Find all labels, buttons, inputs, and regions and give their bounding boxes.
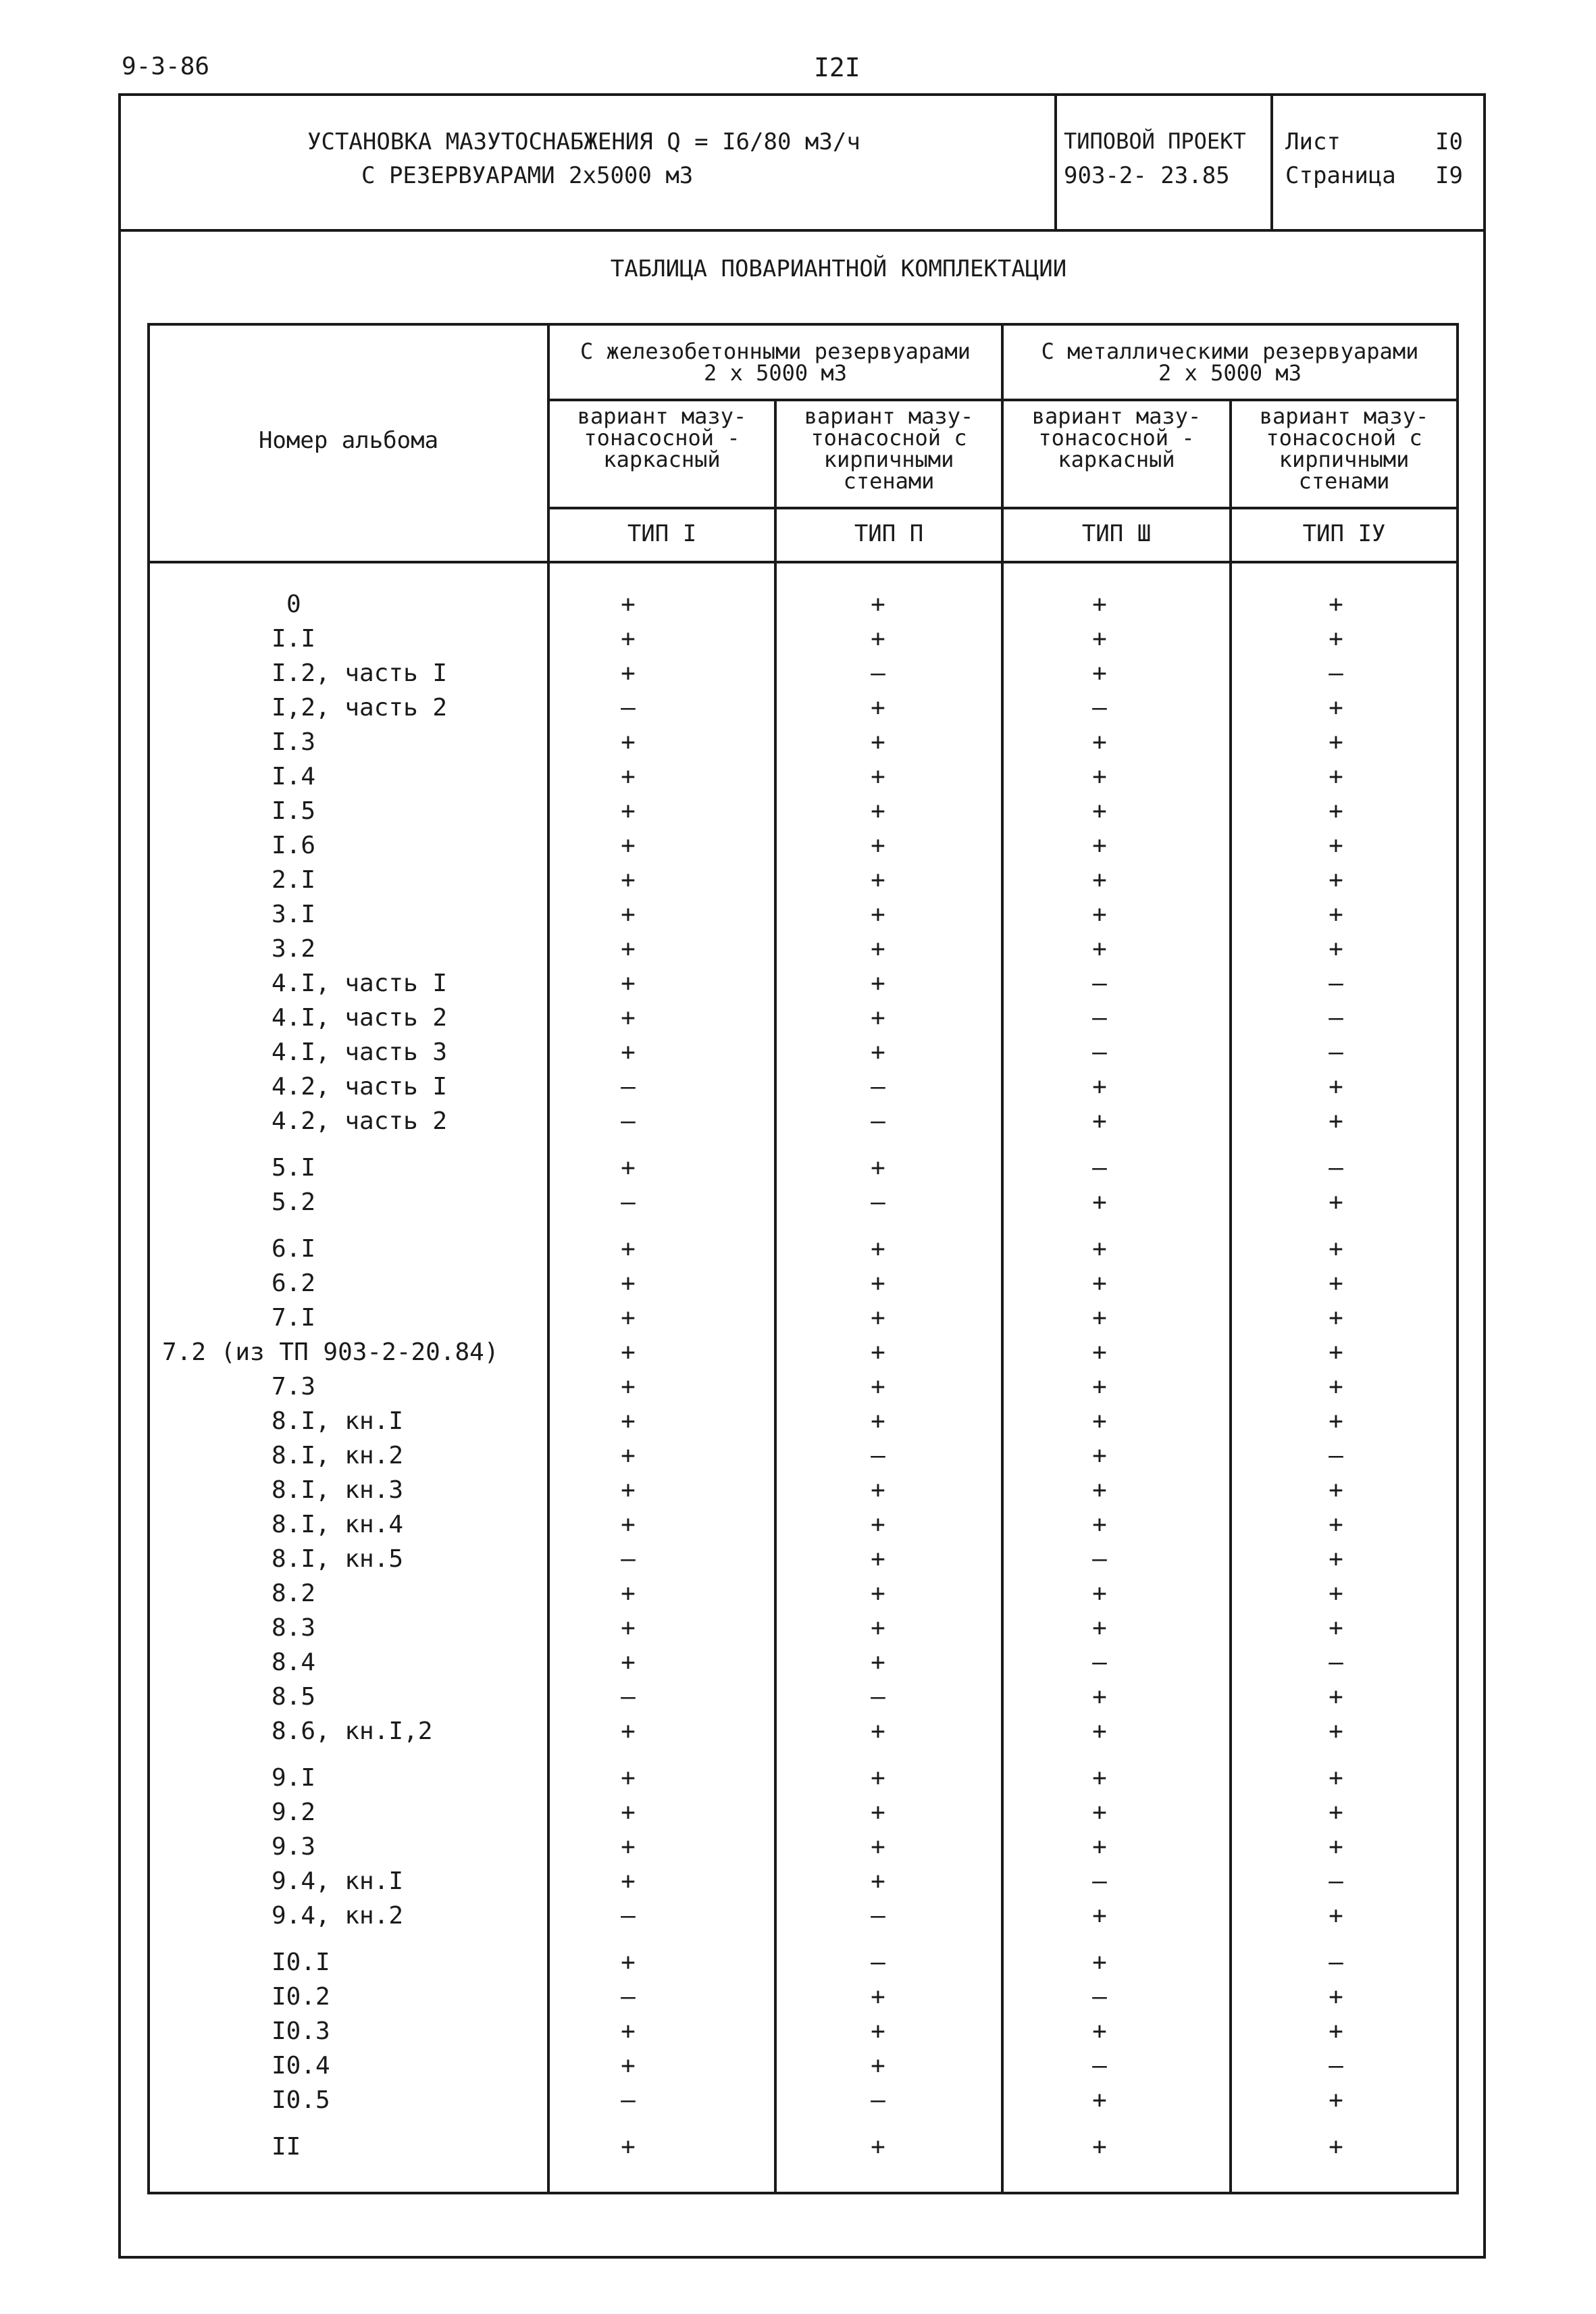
- table-heading: ТАБЛИЦА ПОВАРИАНТНОЙ КОМПЛЕКТАЦИИ: [610, 255, 1067, 282]
- variant-mark-type-2: +: [871, 901, 885, 928]
- variant-mark-type-4: +: [1329, 1683, 1343, 1711]
- variant-mark-type-1: –: [621, 694, 636, 722]
- album-number-cell: 8.I, кн.4: [272, 1511, 404, 1538]
- album-number-cell: 5.I: [272, 1154, 316, 1182]
- variant-mark-type-2: +: [871, 1799, 885, 1826]
- variant-mark-type-4: +: [1329, 1476, 1343, 1504]
- variant-mark-type-3: +: [1092, 1902, 1107, 1930]
- sheet-value: I0: [1435, 128, 1463, 155]
- variant-mark-type-2: –: [871, 1107, 885, 1135]
- variant-mark-type-2: +: [871, 590, 885, 618]
- variant-mark-type-1: +: [621, 832, 636, 859]
- variant-mark-type-1: +: [621, 1649, 636, 1676]
- header-line-variants: [547, 507, 1456, 509]
- variant-header-4: [1232, 405, 1456, 492]
- variant-mark-type-3: +: [1092, 1407, 1107, 1435]
- variant3-line3: каркасный: [1058, 447, 1175, 472]
- variant-mark-type-4: +: [1329, 1902, 1343, 1930]
- variant-mark-type-2: +: [871, 1154, 885, 1182]
- variant-mark-type-1: +: [621, 1867, 636, 1895]
- variant-mark-type-2: +: [871, 970, 885, 997]
- variant-mark-type-1: +: [621, 1304, 636, 1332]
- variant-mark-type-3: –: [1092, 1038, 1107, 1066]
- page-value: I9: [1435, 162, 1463, 189]
- variant-mark-type-4: +: [1329, 1107, 1343, 1135]
- variant-mark-type-2: +: [871, 1649, 885, 1676]
- variant-mark-type-3: –: [1092, 694, 1107, 722]
- album-number-cell: 0: [286, 590, 301, 618]
- variant-mark-type-2: +: [871, 1764, 885, 1792]
- variant-mark-type-3: +: [1092, 797, 1107, 825]
- album-number-cell: I.5: [272, 797, 316, 825]
- variant-mark-type-4: +: [1329, 901, 1343, 928]
- album-number-cell: 7.I: [272, 1304, 316, 1332]
- album-number-cell: 4.2, часть I: [272, 1073, 448, 1101]
- album-number-cell: I.2, часть I: [272, 659, 448, 687]
- variant-mark-type-3: +: [1092, 1338, 1107, 1366]
- album-number-cell: 8.I, кн.2: [272, 1442, 404, 1469]
- album-number-cell: I.4: [272, 763, 316, 790]
- variant-mark-type-1: –: [621, 1073, 636, 1101]
- variant-mark-type-1: +: [621, 763, 636, 790]
- album-number-cell: I.I: [272, 625, 316, 653]
- variant-mark-type-3: +: [1092, 1107, 1107, 1135]
- variant-mark-type-4: +: [1329, 866, 1343, 894]
- variant-mark-type-1: +: [621, 1476, 636, 1504]
- album-number-cell: I0.3: [272, 2017, 330, 2045]
- type-header-1: ТИП I: [627, 520, 697, 547]
- project-number: 903-2- 23.85: [1064, 162, 1230, 189]
- variant-mark-type-1: –: [621, 1983, 636, 2011]
- variant-mark-type-2: –: [871, 1188, 885, 1216]
- variant2-line4: стенами: [843, 468, 935, 494]
- album-number-cell: 4.I, часть 3: [272, 1038, 448, 1066]
- variant-mark-type-1: +: [621, 1373, 636, 1401]
- variant-mark-type-2: +: [871, 1304, 885, 1332]
- album-number-cell: 4.I, часть I: [272, 970, 448, 997]
- title-project-cell: [1057, 93, 1273, 229]
- variant-mark-type-4: –: [1329, 659, 1343, 687]
- variant-mark-type-1: +: [621, 901, 636, 928]
- album-number-cell: 8.I, кн.3: [272, 1476, 404, 1504]
- album-number-cell: 9.4, кн.I: [272, 1867, 404, 1895]
- variant-mark-type-2: +: [871, 1614, 885, 1642]
- variant-mark-type-3: +: [1092, 625, 1107, 653]
- variant-mark-type-2: +: [871, 1338, 885, 1366]
- variant-mark-type-3: +: [1092, 1476, 1107, 1504]
- variant-mark-type-4: +: [1329, 797, 1343, 825]
- variant-mark-type-2: +: [871, 1717, 885, 1745]
- title-block: [118, 93, 1486, 232]
- variant-mark-type-1: +: [621, 1442, 636, 1469]
- variant-mark-type-2: +: [871, 1269, 885, 1297]
- variant-mark-type-4: +: [1329, 832, 1343, 859]
- album-number-cell: 4.2, часть 2: [272, 1107, 448, 1135]
- album-number-cell: 9.4, кн.2: [272, 1902, 404, 1930]
- variant-mark-type-1: +: [621, 866, 636, 894]
- album-number-cell: 6.2: [272, 1269, 316, 1297]
- variant-mark-type-2: +: [871, 1235, 885, 1263]
- variant-mark-type-2: –: [871, 1442, 885, 1469]
- variant-mark-type-4: +: [1329, 1338, 1343, 1366]
- variant-mark-type-4: +: [1329, 590, 1343, 618]
- variant-mark-type-3: –: [1092, 1154, 1107, 1182]
- album-number-cell: 9.2: [272, 1799, 316, 1826]
- variant-mark-type-3: +: [1092, 1799, 1107, 1826]
- variant-mark-type-3: +: [1092, 728, 1107, 756]
- variant-mark-type-4: +: [1329, 1235, 1343, 1263]
- variant-mark-type-1: +: [621, 1511, 636, 1538]
- album-number-cell: 9.3: [272, 1833, 316, 1861]
- variant-mark-type-2: +: [871, 1833, 885, 1861]
- variant-mark-type-2: +: [871, 1867, 885, 1895]
- variant-mark-type-4: +: [1329, 2017, 1343, 2045]
- variant-mark-type-4: +: [1329, 2086, 1343, 2114]
- variant2-line3: кирпичными: [823, 447, 954, 472]
- group2-line1: С металлическими резервуарами: [1041, 338, 1419, 364]
- variant-mark-type-2: –: [871, 659, 885, 687]
- variant1-line2: тонасосной -: [584, 425, 740, 451]
- variant-mark-type-2: +: [871, 935, 885, 963]
- album-number-cell: 3.I: [272, 901, 316, 928]
- variant-mark-type-4: +: [1329, 1407, 1343, 1435]
- variant-mark-type-4: +: [1329, 1373, 1343, 1401]
- album-number-cell: I0.I: [272, 1948, 330, 1976]
- variant-mark-type-1: +: [621, 1764, 636, 1792]
- variant-mark-type-2: +: [871, 1580, 885, 1607]
- variant-mark-type-3: –: [1092, 1867, 1107, 1895]
- variant-mark-type-1: +: [621, 1154, 636, 1182]
- variant-mark-type-4: –: [1329, 1867, 1343, 1895]
- album-number-header: Номер альбома: [258, 427, 439, 454]
- page-number: I2I: [814, 53, 860, 82]
- variant-mark-type-3: +: [1092, 1614, 1107, 1642]
- variant-mark-type-1: +: [621, 1338, 636, 1366]
- variant4-line1: вариант мазу-: [1259, 403, 1429, 429]
- variant-mark-type-1: +: [621, 1948, 636, 1976]
- variant-mark-type-3: +: [1092, 1073, 1107, 1101]
- album-number-cell: 3.2: [272, 935, 316, 963]
- variant-mark-type-1: +: [621, 1614, 636, 1642]
- variant-mark-type-3: +: [1092, 659, 1107, 687]
- variant-mark-type-4: +: [1329, 935, 1343, 963]
- variant-mark-type-3: –: [1092, 1983, 1107, 2011]
- variant-mark-type-3: +: [1092, 866, 1107, 894]
- variant-mark-type-3: +: [1092, 763, 1107, 790]
- album-number-cell: 8.4: [272, 1649, 316, 1676]
- col-line-1: [547, 326, 550, 2192]
- variant-mark-type-3: +: [1092, 1235, 1107, 1263]
- album-number-cell: 6.I: [272, 1235, 316, 1263]
- variant-mark-type-4: –: [1329, 2052, 1343, 2080]
- variant-mark-type-1: +: [621, 2133, 636, 2161]
- variant3-line2: тонасосной -: [1038, 425, 1195, 451]
- variant-mark-type-4: –: [1329, 970, 1343, 997]
- variant-mark-type-3: +: [1092, 2086, 1107, 2114]
- variant-mark-type-2: +: [871, 1983, 885, 2011]
- variant4-line2: тонасосной с: [1266, 425, 1422, 451]
- album-number-cell: 8.5: [272, 1683, 316, 1711]
- variant-mark-type-4: +: [1329, 1717, 1343, 1745]
- document-code: 9-3-86: [122, 53, 210, 80]
- variant-mark-type-4: –: [1329, 1038, 1343, 1066]
- variant-mark-type-4: –: [1329, 1442, 1343, 1469]
- title-sheet-cell: [1273, 93, 1483, 229]
- variant-mark-type-2: +: [871, 1511, 885, 1538]
- variant-header-3: [1004, 405, 1229, 470]
- variant-mark-type-1: +: [621, 970, 636, 997]
- variant-mark-type-3: +: [1092, 1304, 1107, 1332]
- variant-mark-type-2: –: [871, 1948, 885, 1976]
- album-number-cell: I0.2: [272, 1983, 330, 2011]
- variant-mark-type-3: +: [1092, 1833, 1107, 1861]
- variant-mark-type-4: –: [1329, 1649, 1343, 1676]
- group1-line1: С железобетонными резервуарами: [580, 338, 971, 364]
- variant-mark-type-4: +: [1329, 1580, 1343, 1607]
- variant-mark-type-4: +: [1329, 1188, 1343, 1216]
- variant-mark-type-2: +: [871, 1038, 885, 1066]
- variant-mark-type-1: –: [621, 2086, 636, 2114]
- album-number-cell: I0.4: [272, 2052, 330, 2080]
- variant-mark-type-4: +: [1329, 1764, 1343, 1792]
- variant-mark-type-2: +: [871, 1407, 885, 1435]
- variant-mark-type-4: +: [1329, 1983, 1343, 2011]
- variant-mark-type-2: +: [871, 832, 885, 859]
- album-number-cell: 4.I, часть 2: [272, 1004, 448, 1032]
- variant-mark-type-2: +: [871, 694, 885, 722]
- variant-mark-type-1: +: [621, 797, 636, 825]
- variant-mark-type-2: –: [871, 1683, 885, 1711]
- album-number-cell: 8.I, кн.I: [272, 1407, 404, 1435]
- album-number-cell: I0.5: [272, 2086, 330, 2114]
- variant-mark-type-3: +: [1092, 1373, 1107, 1401]
- type-header-2: ТИП П: [854, 520, 924, 547]
- variant-mark-type-3: +: [1092, 1580, 1107, 1607]
- variant-mark-type-1: +: [621, 1580, 636, 1607]
- variant-mark-type-2: +: [871, 866, 885, 894]
- variant-mark-type-1: +: [621, 1799, 636, 1826]
- variant-mark-type-4: +: [1329, 694, 1343, 722]
- variant2-line1: вариант мазу-: [804, 403, 974, 429]
- variant-mark-type-4: +: [1329, 1073, 1343, 1101]
- variant-mark-type-1: +: [621, 1269, 636, 1297]
- variant-mark-type-1: +: [621, 1407, 636, 1435]
- variant-mark-type-3: +: [1092, 590, 1107, 618]
- variant-mark-type-4: +: [1329, 1304, 1343, 1332]
- variant-mark-type-1: +: [621, 2052, 636, 2080]
- variant-mark-type-2: +: [871, 728, 885, 756]
- variant-mark-type-4: +: [1329, 763, 1343, 790]
- variant-mark-type-3: +: [1092, 1683, 1107, 1711]
- variant-mark-type-3: –: [1092, 2052, 1107, 2080]
- variant-mark-type-3: +: [1092, 1442, 1107, 1469]
- sheet-label: Лист: [1285, 128, 1341, 155]
- variant-mark-type-4: +: [1329, 728, 1343, 756]
- variant-mark-type-2: +: [871, 2052, 885, 2080]
- album-number-cell: 8.3: [272, 1614, 316, 1642]
- variant-mark-type-1: +: [621, 1004, 636, 1032]
- variant-mark-type-3: +: [1092, 2017, 1107, 2045]
- variant-mark-type-4: –: [1329, 1004, 1343, 1032]
- variant3-line1: вариант мазу-: [1031, 403, 1202, 429]
- variant-mark-type-4: –: [1329, 1948, 1343, 1976]
- album-number-cell: I.3: [272, 728, 316, 756]
- variant-mark-type-3: +: [1092, 1511, 1107, 1538]
- type-header-4: ТИП IУ: [1302, 520, 1386, 547]
- variant-mark-type-4: +: [1329, 1545, 1343, 1573]
- variant1-line3: каркасный: [603, 447, 721, 472]
- album-number-cell: 7.2 (из ТП 903-2-20.84): [162, 1338, 499, 1366]
- variant1-line1: вариант мазу-: [577, 403, 747, 429]
- variant-mark-type-2: +: [871, 1373, 885, 1401]
- variant-mark-type-3: –: [1092, 1004, 1107, 1032]
- configuration-table: [147, 323, 1459, 2194]
- variant-mark-type-2: +: [871, 2133, 885, 2161]
- variant-mark-type-3: +: [1092, 2133, 1107, 2161]
- variant-mark-type-3: –: [1092, 1649, 1107, 1676]
- variant-mark-type-3: –: [1092, 1545, 1107, 1573]
- type-header-3: ТИП Ш: [1081, 520, 1152, 547]
- variant-mark-type-1: +: [621, 1235, 636, 1263]
- variant-mark-type-4: +: [1329, 1614, 1343, 1642]
- album-number-cell: 5.2: [272, 1188, 316, 1216]
- group2-line2: 2 х 5000 м3: [1158, 360, 1302, 386]
- variant2-line2: тонасосной с: [810, 425, 967, 451]
- variant-mark-type-3: +: [1092, 935, 1107, 963]
- col-line-2: [774, 399, 777, 2192]
- album-number-cell: II: [272, 2133, 301, 2161]
- variant-header-2: [777, 405, 1001, 492]
- project-label: ТИПОВОЙ ПРОЕКТ: [1064, 128, 1246, 154]
- title-main-cell: [118, 93, 1057, 229]
- album-number-cell: 9.I: [272, 1764, 316, 1792]
- variant-mark-type-3: +: [1092, 1717, 1107, 1745]
- album-number-cell: 2.I: [272, 866, 316, 894]
- variant-mark-type-1: +: [621, 590, 636, 618]
- variant-mark-type-3: +: [1092, 1948, 1107, 1976]
- variant-mark-type-1: –: [621, 1902, 636, 1930]
- variant-mark-type-1: +: [621, 728, 636, 756]
- variant4-line4: стенами: [1298, 468, 1390, 494]
- group1-line2: 2 х 5000 м3: [704, 360, 847, 386]
- variant-mark-type-3: +: [1092, 832, 1107, 859]
- variant-mark-type-2: –: [871, 2086, 885, 2114]
- variant4-line3: кирпичными: [1279, 447, 1410, 472]
- variant-mark-type-4: +: [1329, 625, 1343, 653]
- variant-header-1: [550, 405, 774, 470]
- variant-mark-type-2: +: [871, 763, 885, 790]
- variant-mark-type-2: –: [871, 1073, 885, 1101]
- variant-mark-type-2: –: [871, 1902, 885, 1930]
- col-line-4: [1229, 399, 1232, 2192]
- variant-mark-type-4: +: [1329, 1511, 1343, 1538]
- variant-mark-type-1: +: [621, 1833, 636, 1861]
- variant-mark-type-3: +: [1092, 1188, 1107, 1216]
- album-number-cell: 8.2: [272, 1580, 316, 1607]
- variant-mark-type-1: –: [621, 1107, 636, 1135]
- group-header-metal: [1004, 338, 1456, 386]
- variant-mark-type-2: +: [871, 625, 885, 653]
- variant-mark-type-1: +: [621, 1038, 636, 1066]
- album-number-cell: I,2, часть 2: [272, 694, 448, 722]
- variant-mark-type-1: –: [621, 1545, 636, 1573]
- variant-mark-type-4: –: [1329, 1154, 1343, 1182]
- variant-mark-type-1: +: [621, 659, 636, 687]
- variant-mark-type-2: +: [871, 1476, 885, 1504]
- col-line-3: [1001, 326, 1004, 2192]
- variant-mark-type-1: +: [621, 1717, 636, 1745]
- variant-mark-type-2: +: [871, 1004, 885, 1032]
- header-line-groups: [547, 399, 1456, 401]
- header-line-bottom: [150, 561, 1456, 563]
- variant-mark-type-4: +: [1329, 2133, 1343, 2161]
- variant-mark-type-3: +: [1092, 901, 1107, 928]
- variant-mark-type-1: –: [621, 1188, 636, 1216]
- variant-mark-type-3: +: [1092, 1269, 1107, 1297]
- variant-mark-type-4: +: [1329, 1799, 1343, 1826]
- variant-mark-type-2: +: [871, 2017, 885, 2045]
- page-label: Страница: [1285, 162, 1396, 189]
- variant-mark-type-4: +: [1329, 1269, 1343, 1297]
- variant-mark-type-3: –: [1092, 970, 1107, 997]
- album-number-cell: 7.3: [272, 1373, 316, 1401]
- album-number-cell: 8.6, кн.I,2: [272, 1717, 433, 1745]
- variant-mark-type-3: +: [1092, 1764, 1107, 1792]
- variant-mark-type-2: +: [871, 1545, 885, 1573]
- group-header-reinforced-concrete: [550, 338, 1001, 386]
- variant-mark-type-4: +: [1329, 1833, 1343, 1861]
- title-line-1: УСТАНОВКА МАЗУТОСНАБЖЕНИЯ Q = I6/80 м3/ч: [307, 128, 860, 155]
- variant-mark-type-2: +: [871, 797, 885, 825]
- album-number-cell: I.6: [272, 832, 316, 859]
- variant-mark-type-1: +: [621, 935, 636, 963]
- album-number-cell: 8.I, кн.5: [272, 1545, 404, 1573]
- variant-mark-type-1: +: [621, 625, 636, 653]
- variant-mark-type-1: +: [621, 2017, 636, 2045]
- title-line-2: С РЕЗЕРВУАРАМИ 2х5000 м3: [361, 162, 694, 189]
- variant-mark-type-1: –: [621, 1683, 636, 1711]
